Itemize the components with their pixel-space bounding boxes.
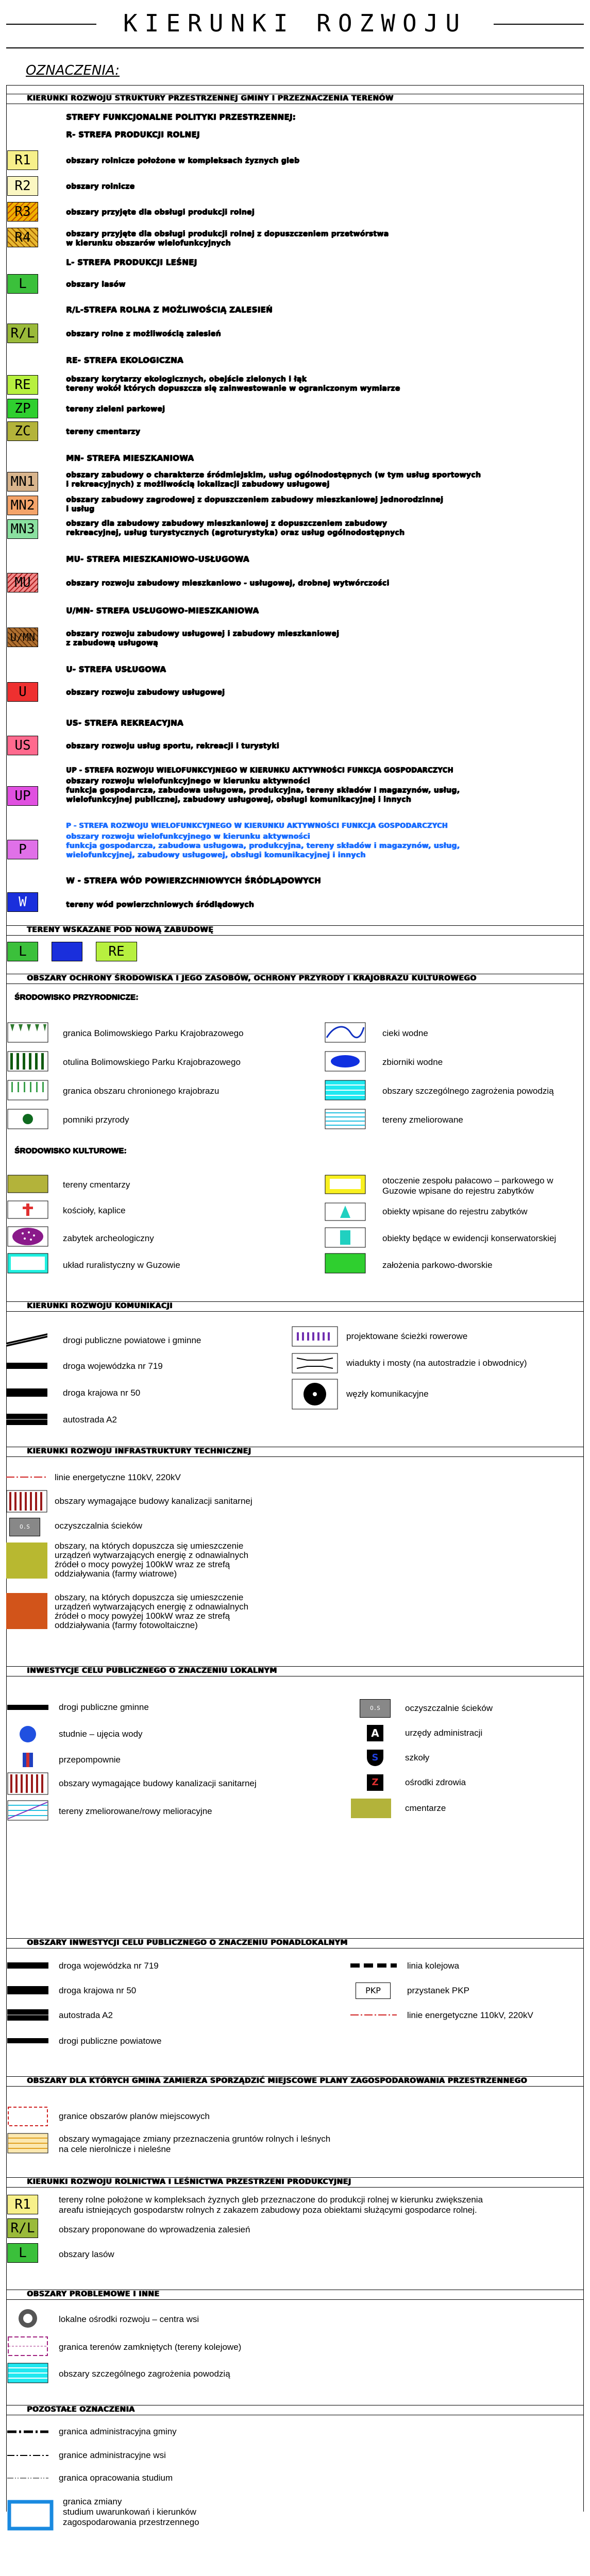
supra-left-2: droga krajowa nr 50	[59, 1986, 137, 1995]
agri-l-text: obszary lasów	[59, 2249, 114, 2259]
zone-mu-text: obszary rozwoju zabudowy mieszkaniowo - usługowej, drobnej wytwórczości	[66, 579, 390, 587]
swatch-p: P	[7, 840, 38, 859]
supra-right-2: przystanek PKP	[407, 1986, 469, 1995]
zone-heading-p: P - STREFA ROZWOJU WIELOFUNKCYJNEGO W KIERUNKU AKTYWNOŚCI FUNKCJA GOSPODARCZYCH	[66, 822, 448, 830]
page-title: KIERUNKI ROZWOJU	[123, 9, 467, 37]
zone-heading-re: RE- STREFA EKOLOGICZNA	[66, 355, 183, 365]
zone-us-text: obszary rozwoju usług sportu, rekreacji i turystyki	[66, 742, 279, 750]
infra-1: linie energetyczne 110kV, 220kV	[55, 1472, 181, 1482]
wind-text-1: obszary, na których dopuszcza się umieszczenie	[55, 1541, 244, 1551]
closed-area-icon	[7, 2336, 48, 2357]
zone-heading-us: US- STREFA REKREACYJNA	[66, 718, 183, 727]
section-header-transport: KIERUNKI ROZWOJU KOMUNIKACJI	[6, 1299, 584, 1312]
viaduct-icon	[292, 1353, 338, 1374]
local-right-4: ośrodki zdrowia	[405, 1777, 466, 1787]
newdev-l: L	[7, 942, 38, 961]
swatch-r3: R3	[7, 202, 38, 222]
transport-right-3: węzły komunikacyjne	[346, 1389, 429, 1399]
legend-caption: OZNACZENIA:	[26, 63, 120, 78]
supra-left-1: droga wojewódzka nr 719	[59, 1961, 159, 1971]
drained-land-icon	[325, 1109, 366, 1129]
swatch-mn2: MN2	[7, 496, 38, 515]
section-header-other: POZOSTAŁE OZNACZENIA	[6, 2403, 584, 2415]
transport-left-2: droga wojewódzka nr 719	[63, 1361, 163, 1371]
bike-path-icon	[292, 1326, 338, 1347]
transport-left-3: droga krajowa nr 50	[63, 1388, 141, 1398]
divider	[6, 47, 584, 48]
amendment-boundary-icon	[7, 2500, 54, 2531]
archaeological-icon	[7, 1226, 48, 1247]
local-left-2: studnie – ujęcia wody	[59, 1729, 143, 1739]
zone-heading-u: U- STREFA USŁUGOWA	[66, 665, 166, 674]
zone-p-text3: wielofunkcyjnej, zabudowy usługowej, obsługi komunikacyjnej i innych	[66, 851, 366, 859]
zone-mn1-text: obszary zabudowy o charakterze śródmiejskim, usług ogólnodostępnych (w tym usług sportowych	[66, 471, 481, 479]
zone-r4-text2: w kierunku obszarów wielofunkcyjnych	[66, 239, 231, 247]
newdev-w: W	[52, 942, 82, 961]
other-3: granica opracowania studium	[59, 2473, 173, 2483]
section-header-supralocal: OBSZARY INWESTYCJI CELU PUBLICZNEGO O ZNACZENIU PONADLOKALNYM	[6, 1936, 584, 1948]
divider	[6, 85, 584, 86]
swatch-u: U	[7, 682, 38, 702]
local-plan-boundary-icon	[7, 2106, 48, 2127]
local-road-icon	[6, 1329, 47, 1350]
zone-r4-text: obszary przyjęte dla obsługi produkcji rolnej z dopuszczeniem przetwórstwa	[66, 230, 389, 238]
local-right-3: szkoły	[405, 1753, 430, 1762]
zones-header: STREFY FUNKCJONALNE POLITYKI PRZESTRZENNEJ:	[66, 112, 296, 122]
agri-r1-text1: tereny rolne położone w kompleksach żyznych gleb przeznaczone do produkcji rolnej w kierunku zwiększenia	[59, 2195, 483, 2205]
zone-umn-text: obszary rozwoju zabudowy usługowej i zabudowy mieszkaniowej	[66, 630, 339, 638]
zone-l-text: obszary lasów	[66, 280, 126, 289]
park-boundary-icon	[7, 1022, 48, 1043]
zone-heading-mu: MU- STREFA MIESZKANIOWO-USŁUGOWA	[66, 554, 249, 564]
local-right-1: oczyszczalnie ścieków	[405, 1703, 493, 1713]
supralocal-voivodeship-road-icon	[7, 1958, 48, 1973]
natural-right-2: zbiorniki wodne	[382, 1057, 443, 1067]
administration-icon: A	[367, 1725, 383, 1741]
sewer-required-icon	[7, 1772, 48, 1795]
agri-r1-text2: areafu istniejących gospodarstw rolnych z zakazem zabudowy poza obiektami służącymi gospodarce rolnej.	[59, 2205, 477, 2215]
transport-left-4: autostrada A2	[63, 1415, 117, 1425]
solar-text-3: źródeł o mocy powyżej 100kW wraz ze strefą	[55, 1611, 230, 1621]
water-reservoir-icon	[325, 1051, 366, 1072]
solar-text-4: oddziaływania (farmy fotowoltaiczne)	[55, 1620, 198, 1630]
flood-risk-icon	[325, 1080, 366, 1100]
municipal-road-icon	[7, 1702, 48, 1713]
health-center-icon: Z	[367, 1774, 383, 1791]
cultural-right-1b: Guzowie wpisane do rejestru zabytków	[382, 1186, 534, 1196]
pkp-stop-icon: PKP	[356, 1982, 391, 1999]
infra-2: obszary wymagające budowy kanalizacji sanitarnej	[55, 1496, 252, 1506]
other-4c: zagospodarowania przestrzennego	[63, 2517, 199, 2527]
swatch-mn3: MN3	[7, 519, 38, 539]
manor-park-icon	[325, 1253, 366, 1274]
cultural-right-1: otoczenie zespołu pałacowo – parkowego w	[382, 1176, 553, 1185]
zone-u-text: obszary rozwoju zabudowy usługowej	[66, 688, 225, 697]
natural-left-1: granica Bolimowskiego Parku Krajobrazowego	[63, 1028, 244, 1038]
cultural-right-2: obiekty wpisane do rejestru zabytków	[382, 1207, 528, 1216]
other-4b: studium uwarunkowań i kierunków	[63, 2507, 196, 2517]
zone-heading-w: W - STREFA WÓD POWIERZCHNIOWYCH ŚRÓDLĄDOWYCH	[66, 876, 321, 885]
zone-mn3-text: obszary dla zabudowy zabudowy mieszkaniowej z dopuszczeniem zabudowy	[66, 519, 387, 528]
section-header-local-public: INWESTYCJE CELU PUBLICZNEGO O ZNACZENIU LOKALNYM	[6, 1664, 584, 1676]
zone-heading-l: L- STREFA PRODUKCJI LEŚNEJ	[66, 258, 197, 267]
national-road-icon	[6, 1385, 47, 1400]
conservation-record-icon	[325, 1227, 366, 1248]
drainage-ditch-icon	[7, 1800, 48, 1821]
zone-heading-up: UP - STREFA ROZWOJU WIELOFUNKCYJNEGO W KIERUNKU AKTYWNOŚCI FUNKCJA GOSPODARCZYCH	[66, 767, 453, 774]
palace-park-icon	[325, 1175, 366, 1194]
zone-heading-mn: MN- STREFA MIESZKANIOWA	[66, 453, 194, 463]
agri-rl-text: obszary proponowane do wprowadzenia zalesień	[59, 2225, 250, 2234]
natural-left-4: pomniki przyrody	[63, 1115, 129, 1125]
motorway-icon	[6, 1412, 47, 1427]
zone-rl-text: obszary rolne z możliwością zalesień	[66, 330, 221, 338]
local-right-2: urzędy administracji	[405, 1728, 483, 1738]
zone-re-text2: tereny wokół których dopuszcza się zainwestowanie w ograniczonym wymiarze	[66, 384, 400, 393]
local-right-5: cmentarze	[405, 1803, 446, 1813]
cultural-right-4: założenia parkowo-dworskie	[382, 1260, 493, 1270]
swatch-umn: U/MN	[7, 628, 38, 647]
supra-left-4: drogi publiczne powiatowe	[59, 2036, 162, 2046]
title-rule-left	[6, 24, 96, 25]
transport-right-1: projektowane ścieżki rowerowe	[346, 1331, 468, 1341]
section-header-infrastructure: KIERUNKI ROZWOJU INFRASTRUKTURY TECHNICZNEJ	[6, 1445, 584, 1457]
land-use-change-icon	[7, 2133, 48, 2154]
swatch-l: L	[7, 274, 38, 294]
section-header-local-plans: OBSZARY DLA KTÓRYCH GMINA ZAMIERZA SPORZĄDZIĆ MIEJSCOWE PLANY ZAGOSPODAROWANIA PRZESTRZENNEGO	[6, 2074, 584, 2087]
other-2: granice administracyjne wsi	[59, 2450, 166, 2460]
zone-mn3-text2: rekreacyjnej, usług turystycznych (agroturystyka) oraz usług ogólnodostępnych	[66, 529, 405, 537]
section-header-environment: OBSZARY OCHRONY ŚRODOWISKA I JEGO ZASOBÓW, OCHRONY PRZYRODY I KRAJOBRAZU KULTUROWEGO	[6, 972, 584, 984]
local-left-3: przepompownie	[59, 1755, 121, 1765]
swatch-rl: R/L	[7, 324, 38, 343]
swatch-r4: R4	[7, 228, 38, 247]
zone-mn1-text2: i rekreacyjnych) z możliwością lokalizacji zabudowy usługowej	[66, 480, 330, 488]
newdev-re: RE	[96, 942, 137, 961]
transport-left-1: drogi publiczne powiatowe i gminne	[63, 1335, 201, 1345]
zone-zc-text: tereny cmentarzy	[66, 428, 141, 436]
solar-text-1: obszary, na których dopuszcza się umieszczenie	[55, 1592, 244, 1602]
zone-up-text3: wielofunkcyjnej publicznej, zabudowy usługowej, obsługi komunikacyjnej i innych	[66, 795, 411, 804]
nature-monument-icon	[7, 1109, 48, 1129]
zone-p-text: obszary rozwoju wielofunkcyjnego w kierunku aktywności	[66, 833, 310, 841]
local-sewage-plant-icon: O.S	[360, 1699, 391, 1718]
local-left-5: tereny zmeliorowane/rowy melioracyjne	[59, 1806, 212, 1816]
voivodeship-road-icon	[6, 1358, 47, 1374]
zone-p-text2: funkcja gospodarcza, zabudowa usługowa, produkcyjna, tereny składów i magazynów, usług,	[66, 842, 460, 850]
zone-up-text: obszary rozwoju wielofunkcyjnego w kierunku aktywności	[66, 777, 310, 785]
interchange-icon	[292, 1379, 338, 1410]
swatch-mn1: MN1	[7, 472, 38, 492]
school-icon: S	[367, 1750, 383, 1766]
title-rule-right	[494, 24, 584, 25]
sewer-area-icon	[6, 1490, 47, 1513]
solar-farm-icon	[6, 1593, 47, 1629]
railway-icon	[350, 1958, 397, 1973]
mpzp-a: granice obszarów planów miejscowych	[59, 2111, 210, 2121]
swatch-us: US	[7, 736, 38, 755]
pump-station-icon	[7, 1751, 48, 1769]
registered-object-icon	[325, 1202, 366, 1221]
solar-text-2: urządzeń wytwarzających energię z odnawialnych	[55, 1602, 249, 1612]
agri-swatch-l: L	[7, 2243, 38, 2263]
mpzp-b2: na cele nierolnicze i nieleśne	[59, 2144, 171, 2154]
village-boundary-icon	[7, 2450, 48, 2461]
supralocal-district-road-icon	[7, 2033, 48, 2048]
frame-left	[6, 85, 7, 2512]
zone-zp-text: tereny zieleni parkowej	[66, 405, 165, 413]
subsection-natural: ŚRODOWISKO PRZYRODNICZE:	[14, 993, 139, 1002]
wind-text-3: źródeł o mocy powyżej 100kW wraz ze strefą	[55, 1560, 230, 1569]
landscape-protection-icon	[7, 1080, 48, 1100]
zone-mn2-text: obszary zabudowy zagrodowej z dopuszczeniem zabudowy mieszkaniowej jednorodzinnej	[66, 496, 443, 504]
zone-heading-umn: U/MN- STREFA USŁUGOWO-MIESZKANIOWA	[66, 606, 259, 615]
swatch-zp: ZP	[7, 399, 38, 418]
natural-right-4: tereny zmeliorowane	[382, 1115, 463, 1125]
cultural-left-2: kościoły, kaplice	[63, 1206, 126, 1215]
cultural-right-3: obiekty będące w ewidencji konserwatorskiej	[382, 1233, 557, 1243]
natural-left-3: granica obszaru chronionego krajobrazu	[63, 1086, 220, 1096]
rural-layout-icon	[7, 1253, 48, 1274]
swatch-w: W	[7, 892, 38, 912]
supra-right-1: linia kolejowa	[407, 1961, 460, 1971]
local-left-1: drogi publiczne gminne	[59, 1702, 149, 1712]
section-header-problem-areas: OBSZARY PROBLEMOWE I INNE	[6, 2287, 584, 2300]
park-buffer-icon	[7, 1051, 48, 1072]
supra-left-3: autostrada A2	[59, 2010, 113, 2020]
natural-right-3: obszary szczególnego zagrożenia powodzią	[382, 1086, 554, 1096]
zone-r1-text: obszary rolnicze położone w kompleksach żyznych gleb	[66, 157, 300, 165]
watercourse-icon	[325, 1022, 366, 1043]
church-icon	[7, 1200, 48, 1219]
other-1: granica administracyjna gminy	[59, 2427, 177, 2436]
wind-text-4: oddziaływania (farmy wiatrowe)	[55, 1569, 177, 1579]
swatch-mu: MU	[7, 573, 38, 592]
title-block	[0, 9, 590, 38]
swatch-r2: R2	[7, 176, 38, 196]
supralocal-national-road-icon	[7, 1982, 48, 1998]
municipality-boundary-icon	[7, 2427, 48, 2437]
frame-right	[583, 85, 584, 2512]
sewage-plant-icon: O.S	[9, 1518, 40, 1536]
power-line-icon	[6, 1469, 47, 1485]
cultural-left-4: układ ruralistyczny w Guzowie	[63, 1260, 180, 1270]
wind-farm-icon	[6, 1543, 47, 1579]
section-header-structure: KIERUNKI ROZWOJU STRUKTURY PRZESTRZENNEJ GMINY I PRZEZNACZENIA TERENÓW	[6, 92, 584, 104]
agri-swatch-r1: R1	[7, 2195, 38, 2214]
agri-swatch-rl: R/L	[7, 2218, 38, 2238]
zone-r3-text: obszary przyjęte dla obsługi produkcji rolnej	[66, 208, 255, 216]
other-4a: granica zmiany	[63, 2497, 122, 2506]
problem-1: lokalne ośrodki rozwoju – centra wsi	[59, 2314, 199, 2324]
section-header-agriculture: KIERUNKI ROZWOJU ROLNICTWA I LEŚNICTWA PRZESTRZENI PRODUKCYJNEJ	[6, 2175, 584, 2188]
cemetery-icon	[7, 1175, 48, 1193]
zone-r2-text: obszary rolnicze	[66, 182, 135, 191]
zone-re-text: obszary korytarzy ekologicznych, obejście zielonych i łąk	[66, 375, 307, 383]
cultural-left-3: zabytek archeologiczny	[63, 1233, 154, 1243]
supra-right-3: linie energetyczne 110kV, 220kV	[407, 2010, 533, 2020]
zone-mn2-text2: i usług	[66, 505, 95, 513]
swatch-zc: ZC	[7, 421, 38, 441]
zone-up-text2: funkcja gospodarcza, zabudowa usługowa, produkcyjna, tereny składów i magazynów, usług,	[66, 786, 460, 794]
local-center-icon	[7, 2307, 48, 2330]
infra-3: oczyszczalnia ścieków	[55, 1521, 143, 1531]
mpzp-b1: obszary wymagające zmiany przeznaczenia gruntów rolnych i leśnych	[59, 2134, 331, 2144]
flood-zone-icon	[7, 2363, 48, 2383]
problem-2: granica terenów zamkniętych (tereny kolejowe)	[59, 2342, 242, 2352]
zone-heading-r: R- STREFA PRODUKCJI ROLNEJ	[66, 130, 200, 139]
section-header-newdev: TERENY WSKAZANE POD NOWĄ ZABUDOWĘ	[6, 923, 584, 936]
natural-right-1: cieki wodne	[382, 1028, 428, 1038]
subsection-cultural: ŚRODOWISKO KULTUROWE:	[14, 1146, 127, 1155]
zone-heading-rl: R/L-STREFA ROLNA Z MOŻLIWOŚCIĄ ZALESIEŃ	[66, 305, 273, 314]
natural-left-2: otulina Bolimowskiego Parku Krajobrazowego	[63, 1057, 241, 1067]
study-boundary-icon	[7, 2473, 48, 2483]
transport-right-2: wiadukty i mosty (na autostradzie i obwodnicy)	[346, 1358, 527, 1368]
problem-3: obszary szczególnego zagrożenia powodzią	[59, 2369, 230, 2379]
swatch-re: RE	[7, 375, 38, 395]
zone-umn-text2: z zabudową usługową	[66, 639, 158, 647]
zone-w-text: tereny wód powierzchniowych śródlądowych	[66, 901, 254, 909]
cultural-left-1: tereny cmentarzy	[63, 1180, 130, 1190]
swatch-r1: R1	[7, 150, 38, 170]
well-icon	[7, 1724, 48, 1744]
supralocal-motorway-icon	[7, 2007, 48, 2023]
swatch-up: UP	[7, 786, 38, 806]
wind-text-2: urządzeń wytwarzających energię z odnawialnych	[55, 1550, 249, 1560]
local-left-4: obszary wymagające budowy kanalizacji sanitarnej	[59, 1778, 257, 1788]
supralocal-power-line-icon	[350, 2007, 397, 2023]
local-cemetery-icon	[350, 1798, 392, 1819]
